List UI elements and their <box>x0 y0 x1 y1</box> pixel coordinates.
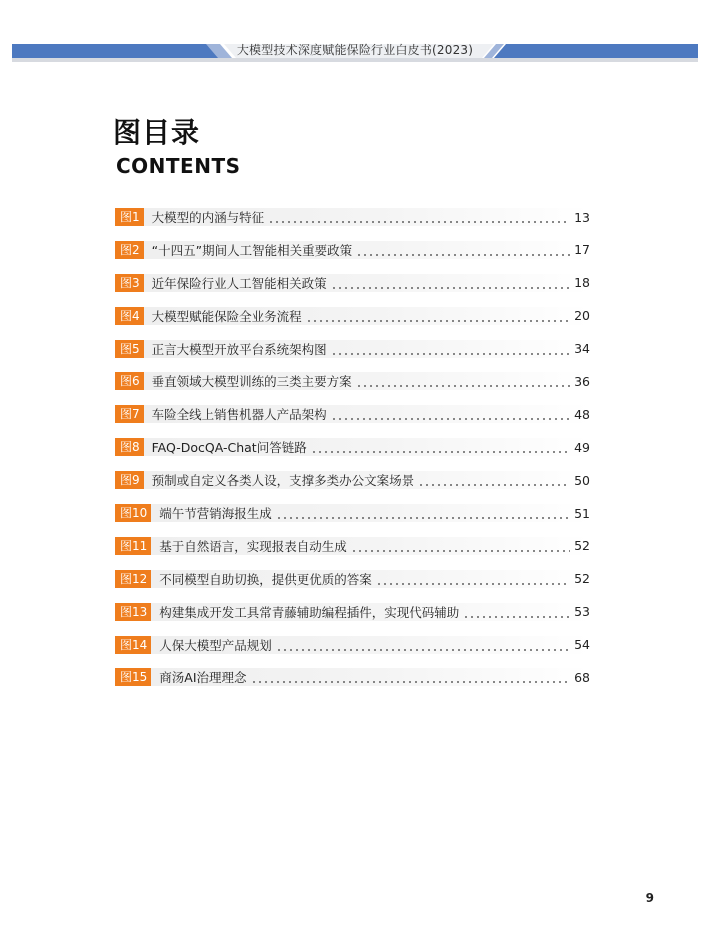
figure-title: 构建集成开发工具常青藤辅助编程插件，实现代码辅助 <box>159 604 460 620</box>
figure-page-number: 17 <box>574 242 590 258</box>
toc-entry[interactable] <box>115 340 590 358</box>
figure-tag: 图15 <box>115 668 151 686</box>
toc-entry[interactable] <box>115 537 590 555</box>
figure-tag: 图3 <box>115 274 144 292</box>
header-band-graphic <box>0 0 710 70</box>
figure-tag: 图14 <box>115 636 151 654</box>
dot-leader <box>331 405 570 423</box>
dot-leader <box>306 307 570 325</box>
dot-leader <box>351 537 570 555</box>
figure-title: 商汤AI治理理念 <box>159 670 247 686</box>
dot-leader <box>276 636 570 654</box>
toc-entry[interactable] <box>115 471 590 489</box>
figure-tag: 图10 <box>115 504 151 522</box>
figure-list <box>115 208 590 701</box>
figure-page-number: 53 <box>574 604 590 620</box>
figure-page-number: 34 <box>574 341 590 357</box>
toc-entry[interactable] <box>115 372 590 390</box>
figure-tag: 图5 <box>115 340 144 358</box>
header-title: 大模型技术深度赋能保险行业白皮书(2023) <box>236 43 474 57</box>
figure-title: 垂直领域大模型训练的三类主要方案 <box>151 374 352 390</box>
toc-entry[interactable] <box>115 274 590 292</box>
figure-page-number: 52 <box>574 571 590 587</box>
figure-page-number: 49 <box>574 439 590 455</box>
toc-entry[interactable] <box>115 438 590 456</box>
toc-entry[interactable] <box>115 208 590 226</box>
toc-entry[interactable] <box>115 405 590 423</box>
figure-tag: 图7 <box>115 405 144 423</box>
dot-leader <box>268 208 570 226</box>
figure-title: 人保大模型产品规划 <box>159 637 272 653</box>
dot-leader <box>356 372 570 390</box>
page-number: 9 <box>645 891 654 905</box>
dot-leader <box>356 241 570 259</box>
figure-title: FAQ-DocQA-Chat问答链路 <box>151 440 307 456</box>
figure-page-number: 13 <box>574 209 590 225</box>
figure-tag: 图2 <box>115 241 144 259</box>
dot-leader <box>418 471 570 489</box>
toc-entry[interactable] <box>115 668 590 686</box>
figure-tag: 图4 <box>115 307 144 325</box>
toc-entry[interactable] <box>115 307 590 325</box>
figure-page-number: 36 <box>574 373 590 389</box>
figure-title: 车险全线上销售机器人产品架构 <box>151 407 327 423</box>
figure-title: 正言大模型开放平台系统架构图 <box>151 341 327 357</box>
figure-page-number: 18 <box>574 275 590 291</box>
figure-page-number: 52 <box>574 538 590 554</box>
figure-page-number: 51 <box>574 505 590 521</box>
figure-title: 大模型赋能保险全业务流程 <box>151 308 302 324</box>
figure-page-number: 54 <box>574 637 590 653</box>
figure-page-number: 68 <box>574 669 590 685</box>
figure-page-number: 48 <box>574 406 590 422</box>
toc-entry[interactable] <box>115 603 590 621</box>
dot-leader <box>276 504 570 522</box>
figure-title: 大模型的内涵与特征 <box>151 210 265 225</box>
figure-tag: 图12 <box>115 570 151 588</box>
section-subtitle: CONTENTS <box>116 154 241 178</box>
figure-page-number: 20 <box>574 308 590 324</box>
figure-title: 不同模型自助切换，提供更优质的答案 <box>159 571 372 587</box>
toc-entry[interactable] <box>115 241 590 259</box>
dot-leader <box>463 603 570 621</box>
dot-leader <box>331 274 570 292</box>
section-title: 图目录 <box>113 116 201 149</box>
figure-title: 预制或自定义各类人设，支撑多类办公文案场景 <box>151 473 415 489</box>
dot-leader <box>251 668 571 686</box>
figure-tag: 图11 <box>115 537 151 555</box>
figure-tag: 图6 <box>115 372 144 390</box>
figure-title: 近年保险行业人工智能相关政策 <box>151 275 327 291</box>
page-header <box>0 0 710 70</box>
figure-tag: 图9 <box>115 471 144 489</box>
dot-leader <box>311 438 570 456</box>
dot-leader <box>331 340 570 358</box>
dot-leader <box>376 570 570 588</box>
figure-tag: 图13 <box>115 603 151 621</box>
figure-page-number: 50 <box>574 472 590 488</box>
figure-tag: 图8 <box>115 438 144 456</box>
toc-entry[interactable] <box>115 504 590 522</box>
figure-title: “十四五”期间人工智能相关重要政策 <box>151 242 353 258</box>
toc-entry[interactable] <box>115 570 590 588</box>
toc-entry[interactable] <box>115 636 590 654</box>
figure-title: 端午节营销海报生成 <box>159 506 272 522</box>
figure-tag: 图1 <box>115 208 144 226</box>
figure-title: 基于自然语言，实现报表自动生成 <box>159 538 347 554</box>
